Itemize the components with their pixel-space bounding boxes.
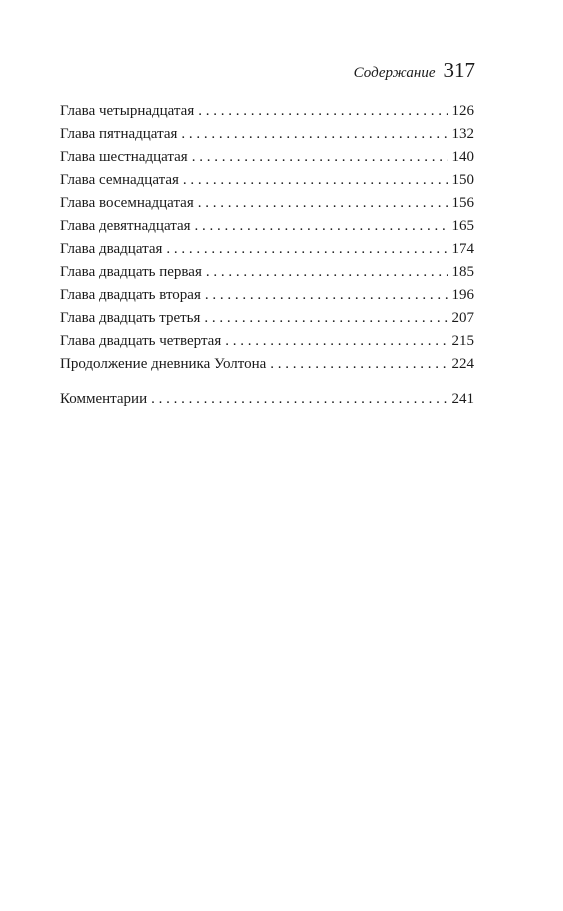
toc-entry <box>60 123 474 146</box>
dot-leader <box>151 388 447 411</box>
toc-entry-title: Глава двадцать четвертая <box>60 333 222 349</box>
toc-entry <box>60 284 474 307</box>
dot-leader <box>198 100 447 123</box>
dot-leader <box>206 261 448 284</box>
toc-entry <box>60 307 474 330</box>
toc-entry-page: 185 <box>451 264 474 280</box>
dot-leader <box>205 284 448 307</box>
dot-leader <box>270 353 447 376</box>
toc-entry <box>60 192 474 215</box>
toc-entry-page: 140 <box>451 149 474 165</box>
dot-leader <box>204 307 447 330</box>
toc-entry-title: Глава двадцатая <box>60 241 163 257</box>
dot-leader <box>225 330 447 353</box>
toc-entry-title: Глава девятнадцатая <box>60 218 191 234</box>
toc-entry <box>60 388 474 411</box>
toc-entry-page: 207 <box>451 310 474 326</box>
toc-entry-title: Глава двадцать третья <box>60 310 201 326</box>
toc-entry-title: Глава семнадцатая <box>60 172 179 188</box>
toc-entry <box>60 169 474 192</box>
toc-entry-page: 241 <box>451 391 474 407</box>
running-header <box>354 58 475 83</box>
dot-leader <box>166 238 447 261</box>
toc-entry-page: 126 <box>451 103 474 119</box>
dot-leader <box>192 146 448 169</box>
toc-entry-title: Глава двадцать вторая <box>60 287 201 303</box>
toc-entry-title: Глава пятнадцатая <box>60 126 178 142</box>
toc-entry-page: 174 <box>451 241 474 257</box>
table-of-contents <box>60 100 474 411</box>
dot-leader <box>195 215 448 238</box>
toc-entry-title: Глава шестнадцатая <box>60 149 188 165</box>
toc-entry-page: 156 <box>451 195 474 211</box>
toc-entry <box>60 238 474 261</box>
toc-entry <box>60 353 474 376</box>
toc-entry <box>60 146 474 169</box>
running-title: Содержание <box>353 65 436 81</box>
dot-leader <box>198 192 448 215</box>
toc-entry <box>60 261 474 284</box>
toc-entry-title: Глава восемнадцатая <box>60 195 194 211</box>
page-number: 317 <box>443 58 475 82</box>
toc-entry-title: Продолжение дневника Уолтона <box>60 356 267 372</box>
dot-leader <box>181 123 447 146</box>
toc-entry-title: Комментарии <box>60 391 148 407</box>
toc-entry <box>60 330 474 353</box>
toc-entry <box>60 215 474 238</box>
toc-entry-page: 196 <box>451 287 474 303</box>
dot-leader <box>183 169 448 192</box>
toc-entry <box>60 100 474 123</box>
toc-entry-page: 215 <box>451 333 474 349</box>
toc-entry-page: 165 <box>451 218 474 234</box>
toc-entry-title: Глава двадцать первая <box>60 264 202 280</box>
toc-entry-page: 132 <box>451 126 474 142</box>
toc-entry-page: 224 <box>451 356 474 372</box>
toc-entry-page: 150 <box>451 172 474 188</box>
toc-entry-title: Глава четырнадцатая <box>60 103 195 119</box>
